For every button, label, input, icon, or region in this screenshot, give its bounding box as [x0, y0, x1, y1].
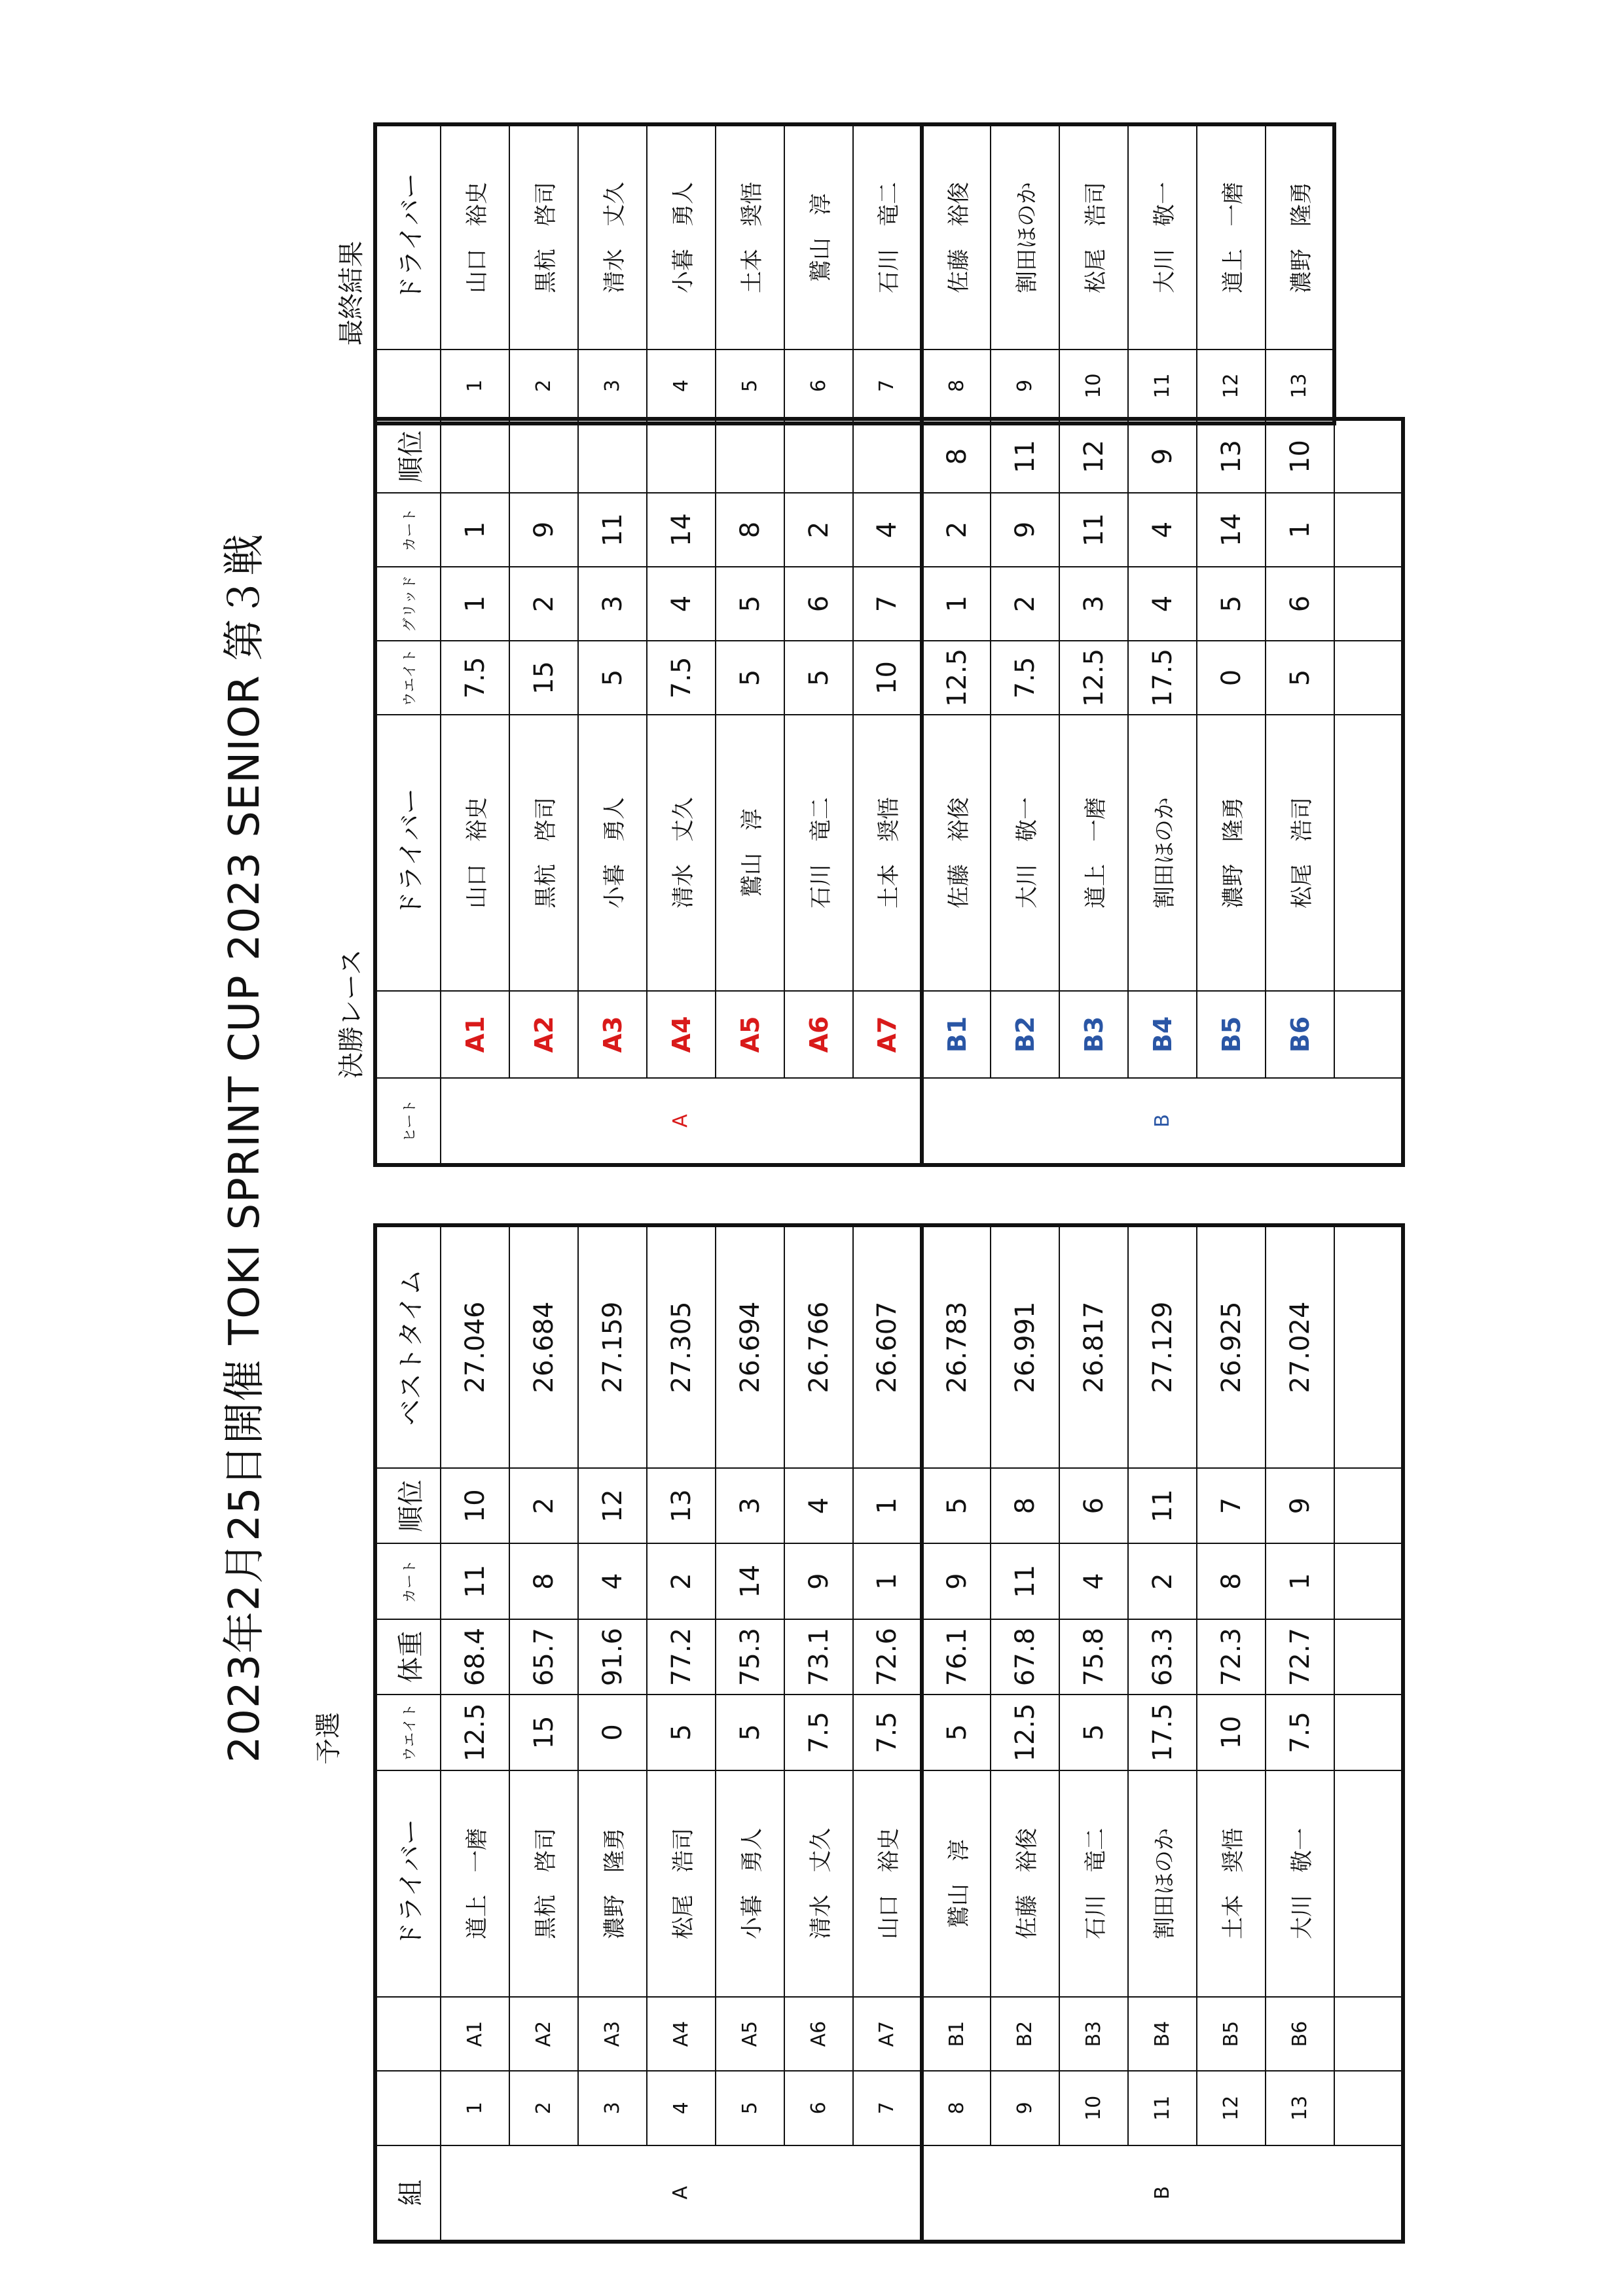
driver-name: 道上 一磨 [441, 1770, 509, 1997]
grid-position: 6 [1266, 567, 1334, 641]
kart-number: 4 [1128, 493, 1197, 567]
driver-name: 大川 敬一 [1266, 1770, 1334, 1997]
weight-value: 5 [716, 1695, 784, 1770]
best-time: 26.766 [784, 1225, 853, 1468]
driver-name: 土本 奨悟 [853, 715, 922, 991]
weight-value: 5 [1059, 1695, 1128, 1770]
table-row [578, 1225, 647, 2242]
heat-code: B2 [991, 1997, 1059, 2071]
best-time: 26.817 [1059, 1225, 1128, 1468]
qualifying-rows [441, 1225, 1403, 2242]
weight-value: 17.5 [1128, 641, 1197, 715]
row-number: 9 [991, 2071, 1059, 2145]
row-number: 11 [1128, 2071, 1197, 2145]
heat-code: A5 [716, 1997, 784, 2071]
rank-value: 3 [716, 1468, 784, 1543]
weight-value: 5 [647, 1695, 716, 1770]
header-driver: ドライバー [375, 1770, 441, 1997]
body-weight-value: 76.1 [922, 1619, 991, 1695]
kart-number: 11 [1059, 493, 1128, 567]
table-row [922, 124, 991, 423]
driver-name: 石川 竜二 [853, 124, 922, 350]
kart-number: 2 [647, 1543, 716, 1619]
weight-value: 12.5 [441, 1695, 509, 1770]
header-rank: 順位 [375, 1468, 441, 1543]
grid-position: 4 [1128, 567, 1197, 641]
weight-value: 7.5 [991, 641, 1059, 715]
driver-name: 佐藤 裕俊 [922, 124, 991, 350]
driver-name: 濃野 隆勇 [1266, 124, 1334, 350]
grid-code: B2 [991, 991, 1059, 1078]
kart-number: 1 [441, 493, 509, 567]
grid-position: 4 [647, 567, 716, 641]
empty-cell [1334, 2071, 1403, 2145]
row-number: 3 [578, 2071, 647, 2145]
rank-value [647, 419, 716, 493]
table-row [509, 419, 578, 1165]
table-row [441, 1225, 509, 2242]
kart-number: 8 [509, 1543, 578, 1619]
heat-code: A6 [784, 1997, 853, 2071]
final-position: 12 [1197, 350, 1266, 423]
kart-number: 9 [922, 1543, 991, 1619]
row-number: 2 [509, 2071, 578, 2145]
weight-value: 5 [784, 641, 853, 715]
weight-value: 7.5 [441, 641, 509, 715]
body-weight-value: 73.1 [784, 1619, 853, 1695]
heat-code: A7 [853, 1997, 922, 2071]
heat-group-label: A [441, 1078, 922, 1165]
weight-value: 7.5 [1266, 1695, 1334, 1770]
rank-value: 10 [441, 1468, 509, 1543]
body-weight-value: 75.8 [1059, 1619, 1128, 1695]
weight-value: 7.5 [853, 1695, 922, 1770]
driver-name: 土本 奨悟 [716, 124, 784, 350]
final-position: 9 [991, 350, 1059, 423]
heat-code: B4 [1128, 1997, 1197, 2071]
rank-value [784, 419, 853, 493]
kart-number: 11 [441, 1543, 509, 1619]
rank-value: 13 [1197, 419, 1266, 493]
best-time: 27.024 [1266, 1225, 1334, 1468]
heat-code: B1 [922, 1997, 991, 2071]
table-row [1197, 124, 1266, 423]
driver-name: 松尾 浩司 [1059, 124, 1128, 350]
table-row [647, 419, 716, 1165]
header-heat [375, 1997, 441, 2071]
driver-name: 佐藤 裕俊 [991, 1770, 1059, 1997]
body-weight-value: 68.4 [441, 1619, 509, 1695]
empty-cell [1334, 1770, 1403, 1997]
final-position: 6 [784, 350, 853, 423]
grid-code: B1 [922, 991, 991, 1078]
table-row [1128, 419, 1197, 1165]
heat-code: B3 [1059, 1997, 1128, 2071]
driver-name: 清水 丈久 [578, 124, 647, 350]
final-header-grid: グリッド [375, 567, 441, 641]
rank-value: 9 [1128, 419, 1197, 493]
driver-name: 鷲山 淳 [922, 1770, 991, 1997]
table-row [1197, 419, 1266, 1165]
empty-cell [1334, 641, 1403, 715]
rank-value [853, 419, 922, 493]
results-title: 最終結果 [337, 241, 367, 346]
heat-group-label: B [922, 1078, 1403, 1165]
driver-name: 大川 敬一 [991, 715, 1059, 991]
table-row [1266, 1225, 1334, 2242]
results-header-driver: ドライバー [375, 124, 441, 350]
header-best-time: ベストタイム [375, 1225, 441, 1468]
final-position: 2 [509, 350, 578, 423]
table-row [509, 124, 578, 423]
heat-code: A3 [578, 1997, 647, 2071]
empty-cell [1334, 715, 1403, 991]
best-time: 26.783 [922, 1225, 991, 1468]
row-number: 5 [716, 2071, 784, 2145]
empty-cell [1334, 1997, 1403, 2071]
grid-position: 1 [441, 567, 509, 641]
grid-position: 3 [1059, 567, 1128, 641]
best-time: 26.694 [716, 1225, 784, 1468]
empty-cell [1334, 1695, 1403, 1770]
kart-number: 2 [784, 493, 853, 567]
best-time: 27.129 [1128, 1225, 1197, 1468]
weight-value: 0 [1197, 641, 1266, 715]
driver-name: 山口 裕史 [441, 715, 509, 991]
rank-value: 12 [1059, 419, 1128, 493]
rank-value: 9 [1266, 1468, 1334, 1543]
grid-code: A2 [509, 991, 578, 1078]
final-header-weight: ウエイト [375, 641, 441, 715]
kart-number: 4 [1059, 1543, 1128, 1619]
grid-position: 1 [922, 567, 991, 641]
weight-value: 15 [509, 641, 578, 715]
kart-number: 1 [1266, 1543, 1334, 1619]
table-row [716, 124, 784, 423]
driver-name: 清水 丈久 [647, 715, 716, 991]
driver-name: 鷲山 淳 [784, 124, 853, 350]
kart-number: 2 [922, 493, 991, 567]
driver-name: 割田ほのか [1128, 715, 1197, 991]
body-weight-value: 77.2 [647, 1619, 716, 1695]
kart-number: 1 [853, 1543, 922, 1619]
heat-code: B6 [1266, 1997, 1334, 2071]
row-number: 7 [853, 2071, 922, 2145]
best-time: 26.607 [853, 1225, 922, 1468]
table-row [1059, 1225, 1128, 2242]
empty-row [1334, 1225, 1403, 2242]
driver-name: 山口 裕史 [853, 1770, 922, 1997]
best-time: 27.046 [441, 1225, 509, 1468]
table-row [716, 419, 784, 1165]
body-weight-value: 75.3 [716, 1619, 784, 1695]
kart-number: 11 [578, 493, 647, 567]
driver-name: 佐藤 裕俊 [922, 715, 991, 991]
best-time: 27.305 [647, 1225, 716, 1468]
results-header-pos [375, 350, 441, 423]
kart-number: 9 [509, 493, 578, 567]
grid-code: B3 [1059, 991, 1128, 1078]
rank-value: 5 [922, 1468, 991, 1543]
header-body-weight: 体重 [375, 1619, 441, 1695]
grid-code: A7 [853, 991, 922, 1078]
final-position: 7 [853, 350, 922, 423]
grid-code: B6 [1266, 991, 1334, 1078]
grid-code: B4 [1128, 991, 1197, 1078]
kart-number: 14 [647, 493, 716, 567]
final-position: 13 [1266, 350, 1334, 423]
grid-code: A3 [578, 991, 647, 1078]
table-row [1128, 1225, 1197, 2242]
table-row [1266, 419, 1334, 1165]
driver-name: 大川 敬一 [1128, 124, 1197, 350]
best-time: 26.684 [509, 1225, 578, 1468]
final-position: 8 [922, 350, 991, 423]
final-position: 1 [441, 350, 509, 423]
weight-value: 17.5 [1128, 1695, 1197, 1770]
table-row [922, 419, 991, 1165]
body-weight-value: 72.6 [853, 1619, 922, 1695]
heat-code: A4 [647, 1997, 716, 2071]
row-number: 10 [1059, 2071, 1128, 2145]
empty-cell [1334, 991, 1403, 1078]
best-time: 26.925 [1197, 1225, 1266, 1468]
page-title: 2023年2月25日開催 TOKI SPRINT CUP 2023 SENIOR 第３戦 [221, 533, 269, 1763]
empty-cell [1334, 493, 1403, 567]
body-weight-value: 72.7 [1266, 1619, 1334, 1695]
kart-number: 8 [716, 493, 784, 567]
driver-name: 小暮 勇人 [578, 715, 647, 991]
grid-position: 7 [853, 567, 922, 641]
grid-position: 5 [716, 567, 784, 641]
driver-name: 石川 竜二 [784, 715, 853, 991]
table-row [1059, 419, 1128, 1165]
empty-row [1334, 419, 1403, 1165]
heat-code: A1 [441, 1997, 509, 2071]
driver-name: 土本 奨悟 [1197, 1770, 1266, 1997]
body-weight-value: 67.8 [991, 1619, 1059, 1695]
driver-name: 割田ほのか [1128, 1770, 1197, 1997]
qualifying-table [373, 1223, 1405, 2244]
rank-value [509, 419, 578, 493]
table-row [853, 124, 922, 423]
kart-number: 14 [1197, 493, 1266, 567]
driver-name: 濃野 隆勇 [578, 1770, 647, 1997]
final-table [373, 417, 1405, 1167]
weight-value: 7.5 [784, 1695, 853, 1770]
row-number: 13 [1266, 2071, 1334, 2145]
kart-number: 9 [784, 1543, 853, 1619]
grid-code: A4 [647, 991, 716, 1078]
table-row [853, 419, 922, 1165]
body-weight-value: 91.6 [578, 1619, 647, 1695]
final-position: 10 [1059, 350, 1128, 423]
final-position: 4 [647, 350, 716, 423]
final-header-rank: 順位 [375, 419, 441, 493]
final-header-kart: カート [375, 493, 441, 567]
grid-code: A1 [441, 991, 509, 1078]
table-row [1128, 124, 1197, 423]
table-row [578, 419, 647, 1165]
driver-name: 黒杭 啓司 [509, 715, 578, 991]
table-row [922, 1225, 991, 2242]
best-time: 26.991 [991, 1225, 1059, 1468]
driver-name: 小暮 勇人 [716, 1770, 784, 1997]
empty-cell [1334, 1468, 1403, 1543]
header-kart: カート [375, 1543, 441, 1619]
grid-position: 3 [578, 567, 647, 641]
driver-name: 道上 一磨 [1059, 715, 1128, 991]
rank-value [441, 419, 509, 493]
row-number: 1 [441, 2071, 509, 2145]
weight-value: 12.5 [922, 641, 991, 715]
kart-number: 1 [1266, 493, 1334, 567]
final-position: 3 [578, 350, 647, 423]
rank-value: 8 [991, 1468, 1059, 1543]
table-row [991, 1225, 1059, 2242]
weight-value: 15 [509, 1695, 578, 1770]
header-weight: ウエイト [375, 1695, 441, 1770]
heat-code: A2 [509, 1997, 578, 2071]
best-time: 27.159 [578, 1225, 647, 1468]
driver-name: 道上 一磨 [1197, 124, 1266, 350]
empty-cell [1334, 1225, 1403, 1468]
kart-number: 4 [853, 493, 922, 567]
rank-value: 8 [922, 419, 991, 493]
kart-number: 8 [1197, 1543, 1266, 1619]
weight-value: 5 [1266, 641, 1334, 715]
table-row [1197, 1225, 1266, 2242]
driver-name: 鷲山 淳 [716, 715, 784, 991]
rank-value: 4 [784, 1468, 853, 1543]
grid-position: 6 [784, 567, 853, 641]
table-row [509, 1225, 578, 2242]
grid-position: 2 [509, 567, 578, 641]
body-weight-value: 72.3 [1197, 1619, 1266, 1695]
weight-value: 5 [716, 641, 784, 715]
empty-cell [1334, 567, 1403, 641]
rank-value: 2 [509, 1468, 578, 1543]
driver-name: 黒杭 啓司 [509, 124, 578, 350]
table-row [991, 124, 1059, 423]
heat-code: B5 [1197, 1997, 1266, 2071]
table-row [647, 1225, 716, 2242]
empty-cell [1334, 419, 1403, 493]
table-row [784, 124, 853, 423]
rank-value: 6 [1059, 1468, 1128, 1543]
final-position: 5 [716, 350, 784, 423]
table-row [441, 419, 509, 1165]
qualifying-title: 予選 [314, 1712, 344, 1765]
body-weight-value: 65.7 [509, 1619, 578, 1695]
weight-value: 0 [578, 1695, 647, 1770]
table-row [716, 1225, 784, 2242]
driver-name: 濃野 隆勇 [1197, 715, 1266, 991]
weight-value: 12.5 [991, 1695, 1059, 1770]
results-table [373, 122, 1336, 425]
grid-position: 5 [1197, 567, 1266, 641]
grid-code: A6 [784, 991, 853, 1078]
driver-name: 松尾 浩司 [1266, 715, 1334, 991]
weight-value: 10 [853, 641, 922, 715]
weight-value: 7.5 [647, 641, 716, 715]
rank-value: 11 [1128, 1468, 1197, 1543]
rank-value: 13 [647, 1468, 716, 1543]
driver-name: 清水 丈久 [784, 1770, 853, 1997]
rank-value [578, 419, 647, 493]
table-row [647, 124, 716, 423]
group-label: A [441, 2145, 922, 2242]
grid-code: A5 [716, 991, 784, 1078]
results-rows [441, 124, 1334, 423]
row-number: 4 [647, 2071, 716, 2145]
table-row [441, 124, 509, 423]
body-weight-value: 63.3 [1128, 1619, 1197, 1695]
row-number: 12 [1197, 2071, 1266, 2145]
weight-value: 5 [578, 641, 647, 715]
table-row [1059, 124, 1128, 423]
rank-value [716, 419, 784, 493]
driver-name: 山口 裕史 [441, 124, 509, 350]
empty-cell [1334, 1543, 1403, 1619]
group-label: B [922, 2145, 1403, 2242]
kart-number: 9 [991, 493, 1059, 567]
grid-position: 2 [991, 567, 1059, 641]
driver-name: 黒杭 啓司 [509, 1770, 578, 1997]
rank-value: 12 [578, 1468, 647, 1543]
weight-value: 5 [922, 1695, 991, 1770]
rank-value: 11 [991, 419, 1059, 493]
row-number: 6 [784, 2071, 853, 2145]
header-no [375, 2071, 441, 2145]
driver-name: 小暮 勇人 [647, 124, 716, 350]
empty-cell [1334, 1619, 1403, 1695]
table-row [1266, 124, 1334, 423]
driver-name: 石川 竜二 [1059, 1770, 1128, 1997]
weight-value: 12.5 [1059, 641, 1128, 715]
final-position: 11 [1128, 350, 1197, 423]
kart-number: 2 [1128, 1543, 1197, 1619]
final-title: 決勝レース [337, 949, 367, 1079]
table-row [991, 419, 1059, 1165]
rank-value: 1 [853, 1468, 922, 1543]
row-number: 8 [922, 2071, 991, 2145]
kart-number: 11 [991, 1543, 1059, 1619]
rank-value: 7 [1197, 1468, 1266, 1543]
table-row [784, 419, 853, 1165]
driver-name: 割田ほのか [991, 124, 1059, 350]
final-header-heat: ヒート [375, 1078, 441, 1165]
weight-value: 10 [1197, 1695, 1266, 1770]
table-row [578, 124, 647, 423]
kart-number: 4 [578, 1543, 647, 1619]
final-rows [441, 419, 1403, 1165]
final-header-code [375, 991, 441, 1078]
rank-value: 10 [1266, 419, 1334, 493]
final-header-driver: ドライバー [375, 715, 441, 991]
table-row [784, 1225, 853, 2242]
grid-code: B5 [1197, 991, 1266, 1078]
driver-name: 松尾 浩司 [647, 1770, 716, 1997]
header-group: 組 [375, 2145, 441, 2242]
table-row [853, 1225, 922, 2242]
kart-number: 14 [716, 1543, 784, 1619]
